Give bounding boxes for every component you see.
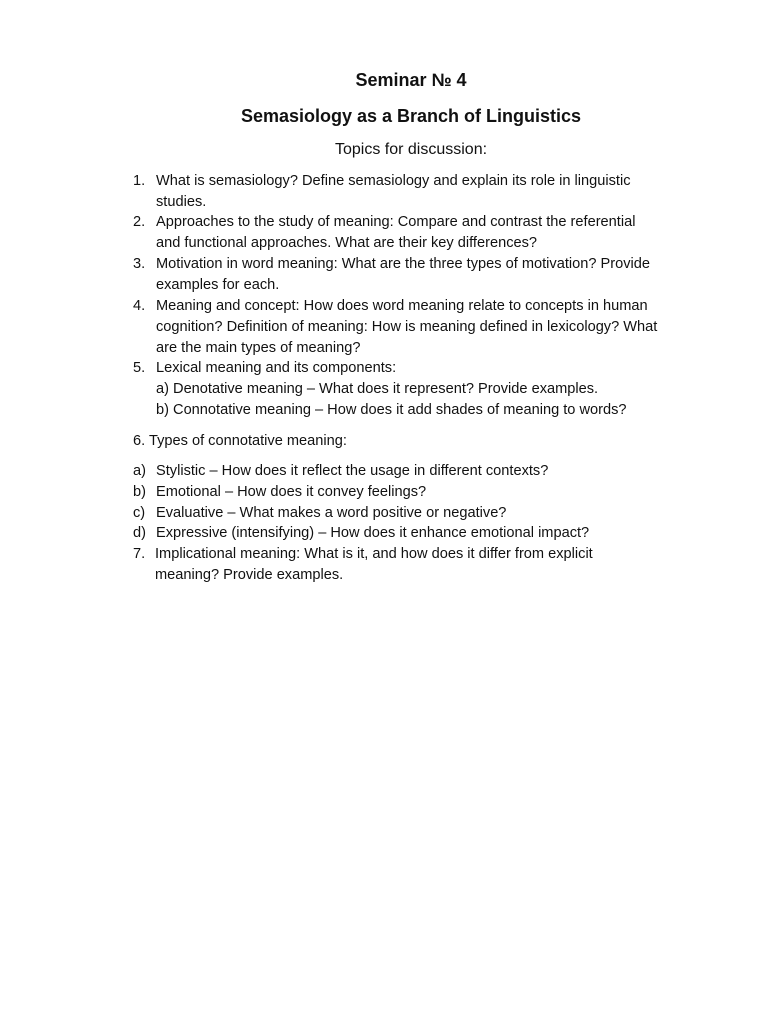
subject-title: Semasiology as a Branch of Linguistics	[240, 106, 582, 126]
list-item-7-line-2: meaning? Provide examples.	[155, 567, 344, 583]
lettered-item-d-text: Expressive (intensifying) – How does it enhance emotional impact?	[156, 525, 590, 541]
list-item-3-line-1: Motivation in word meaning: What are the three types of motivation? Provide	[156, 256, 651, 272]
lettered-marker-a: a)	[133, 463, 146, 479]
list-marker-5: 5.	[133, 360, 146, 376]
list-item-2-line-1: Approaches to the study of meaning: Compare and contrast the referential	[156, 214, 636, 230]
list-item-1-line-1: What is semasiology? Define semasiology and explain its role in linguistic	[156, 173, 631, 189]
list-item-5-line-3: b) Connotative meaning – How does it add shades of meaning to words?	[156, 402, 627, 418]
list-marker-1: 1.	[133, 173, 146, 189]
section-six-heading: 6. Types of connotative meaning:	[133, 433, 347, 449]
list-item-4-line-2: cognition? Definition of meaning: How is meaning defined in lexicology? What	[156, 319, 658, 335]
list-item-2-line-2: and functional approaches. What are their key differences?	[156, 235, 538, 251]
list-item-3-line-2: examples for each.	[156, 277, 280, 293]
list-item-7-line-1: Implicational meaning: What is it, and how does it differ from explicit	[155, 546, 593, 562]
list-item-4-line-3: are the main types of meaning?	[156, 340, 361, 356]
lettered-marker-c: c)	[133, 505, 146, 521]
list-item-5-line-2: a) Denotative meaning – What does it represent? Provide examples.	[156, 381, 599, 397]
lettered-marker-b: b)	[133, 484, 146, 500]
lettered-item-b-text: Emotional – How does it convey feelings?	[156, 484, 427, 500]
list-item-4-line-1: Meaning and concept: How does word meaning relate to concepts in human	[156, 298, 648, 314]
lettered-marker-d: d)	[133, 525, 146, 541]
lettered-item-a-text: Stylistic – How does it reflect the usage in different contexts?	[156, 463, 549, 479]
list-item-1-line-2: studies.	[156, 194, 207, 210]
list-marker-3: 3.	[133, 256, 146, 272]
list-marker-7: 7.	[133, 546, 146, 562]
lettered-item-c-text: Evaluative – What makes a word positive or negative?	[156, 505, 507, 521]
topics-label: Topics for discussion:	[334, 141, 488, 158]
seminar-title: Seminar № 4	[355, 70, 467, 90]
list-item-5-line-1: Lexical meaning and its components:	[156, 360, 397, 376]
list-marker-2: 2.	[133, 214, 146, 230]
list-marker-4: 4.	[133, 298, 146, 314]
